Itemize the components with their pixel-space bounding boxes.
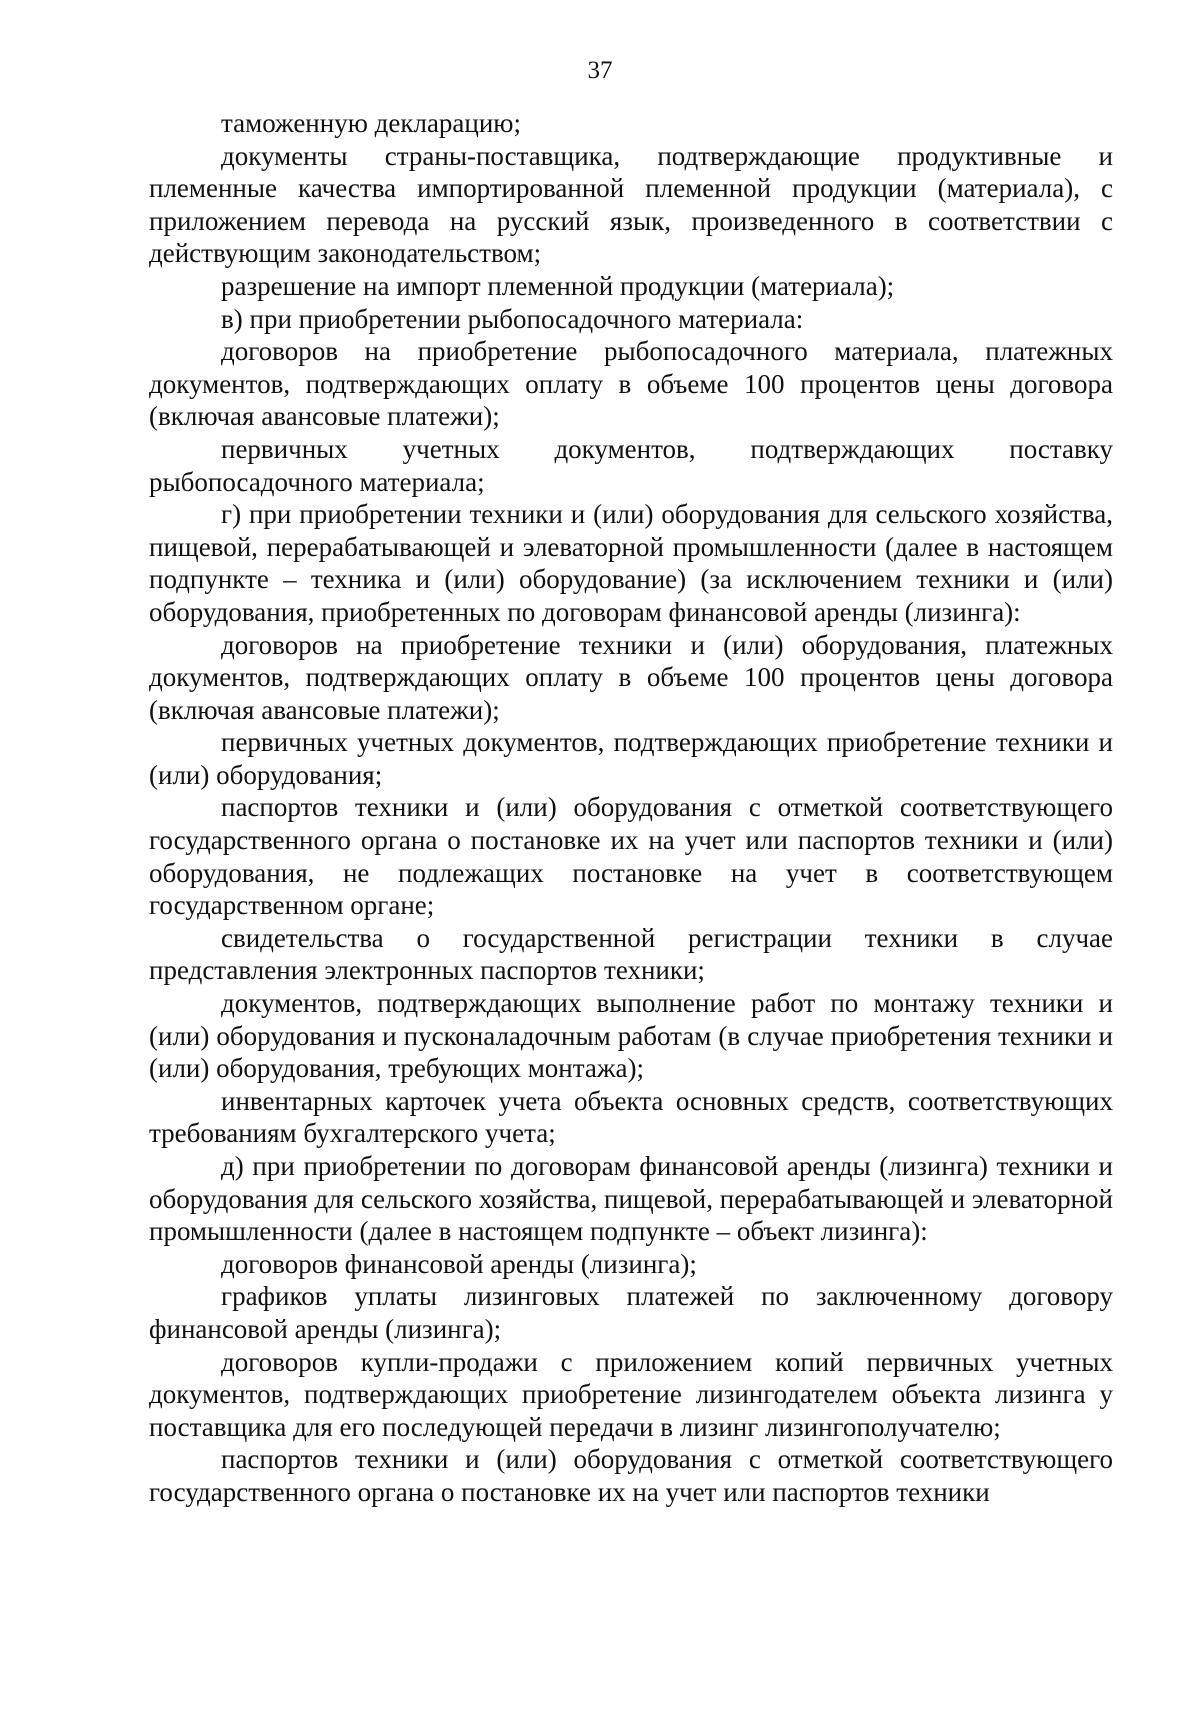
paragraph: графиков уплаты лизинговых платежей по заключенному договору финансовой аренды (лизинга); [149, 1281, 1113, 1344]
paragraph: д) при приобретении по договорам финансовой аренды (лизинга) техники и оборудования для сельского хозяйства, пищевой, перерабатывающей и элеваторной промышленности (далее в настоящем подпункте – объект лизинга): [149, 1151, 1113, 1247]
paragraph: паспортов техники и (или) оборудования с отметкой соответствующего государственного органа о постановке их на учет или паспортов техники [149, 1444, 1113, 1507]
paragraph: договоров купли-продажи с приложением копий первичных учетных документов, подтверждающих приобретение лизингодателем объекта лизинга у поставщика для его последующей передачи в лизинг лизингополучателю; [149, 1346, 1113, 1442]
paragraph: договоров на приобретение техники и (или) оборудования, платежных документов, подтверждающих оплату в объеме 100 процентов цены договора (включая авансовые платежи); [149, 629, 1113, 725]
paragraph: первичных учетных документов, подтверждающих поставку рыбопосадочного материала; [149, 433, 1113, 497]
paragraph: документов, подтверждающих выполнение работ по монтажу техники и (или) оборудования и пусконаладочным работам (в случае приобретения техники и (или) оборудования, требующих монтажа); [149, 988, 1113, 1084]
paragraph: разрешение на импорт племенной продукции (материала); [221, 270, 895, 301]
paragraph: в) при приобретении рыбопосадочного материала: [221, 303, 804, 334]
paragraph: г) при приобретении техники и (или) оборудования для сельского хозяйства, пищевой, перерабатывающей и элеваторной промышленности (далее в настоящем подпункте – техника и (или) оборудование) (за исключением техники и (или) оборудования, приобретенных по договорам финансовой аренды (лизинга): [149, 499, 1113, 627]
paragraph: договоров финансовой аренды (лизинга); [221, 1248, 697, 1279]
document-body [149, 107, 1113, 1509]
paragraph: документы страны-поставщика, подтверждающие продуктивные и племенные качества импортированной племенной продукции (материала), с приложением перевода на русский язык, произведенного в соответствии с действующим законодательством; [149, 140, 1113, 269]
paragraph: договоров на приобретение рыбопосадочного материала, платежных документов, подтверждающих оплату в объеме 100 процентов цены договора (включая авансовые платежи); [149, 336, 1113, 432]
paragraph: первичных учетных документов, подтверждающих приобретение техники и (или) оборудования; [149, 727, 1113, 790]
paragraph: инвентарных карточек учета объекта основных средств, соответствующих требованиям бухгалтерского учета; [149, 1085, 1113, 1149]
paragraph: свидетельства о государственной регистрации техники в случае представления электронных паспортов техники; [149, 922, 1113, 986]
paragraph: паспортов техники и (или) оборудования с отметкой соответствующего государственного органа о постановке их на учет или паспортов техники и (или) оборудования, не подлежащих постановке на учет в соответствующем государственном органе; [149, 792, 1113, 921]
page-number: 37 [587, 57, 613, 84]
paragraph: таможенную декларацию; [221, 108, 521, 138]
